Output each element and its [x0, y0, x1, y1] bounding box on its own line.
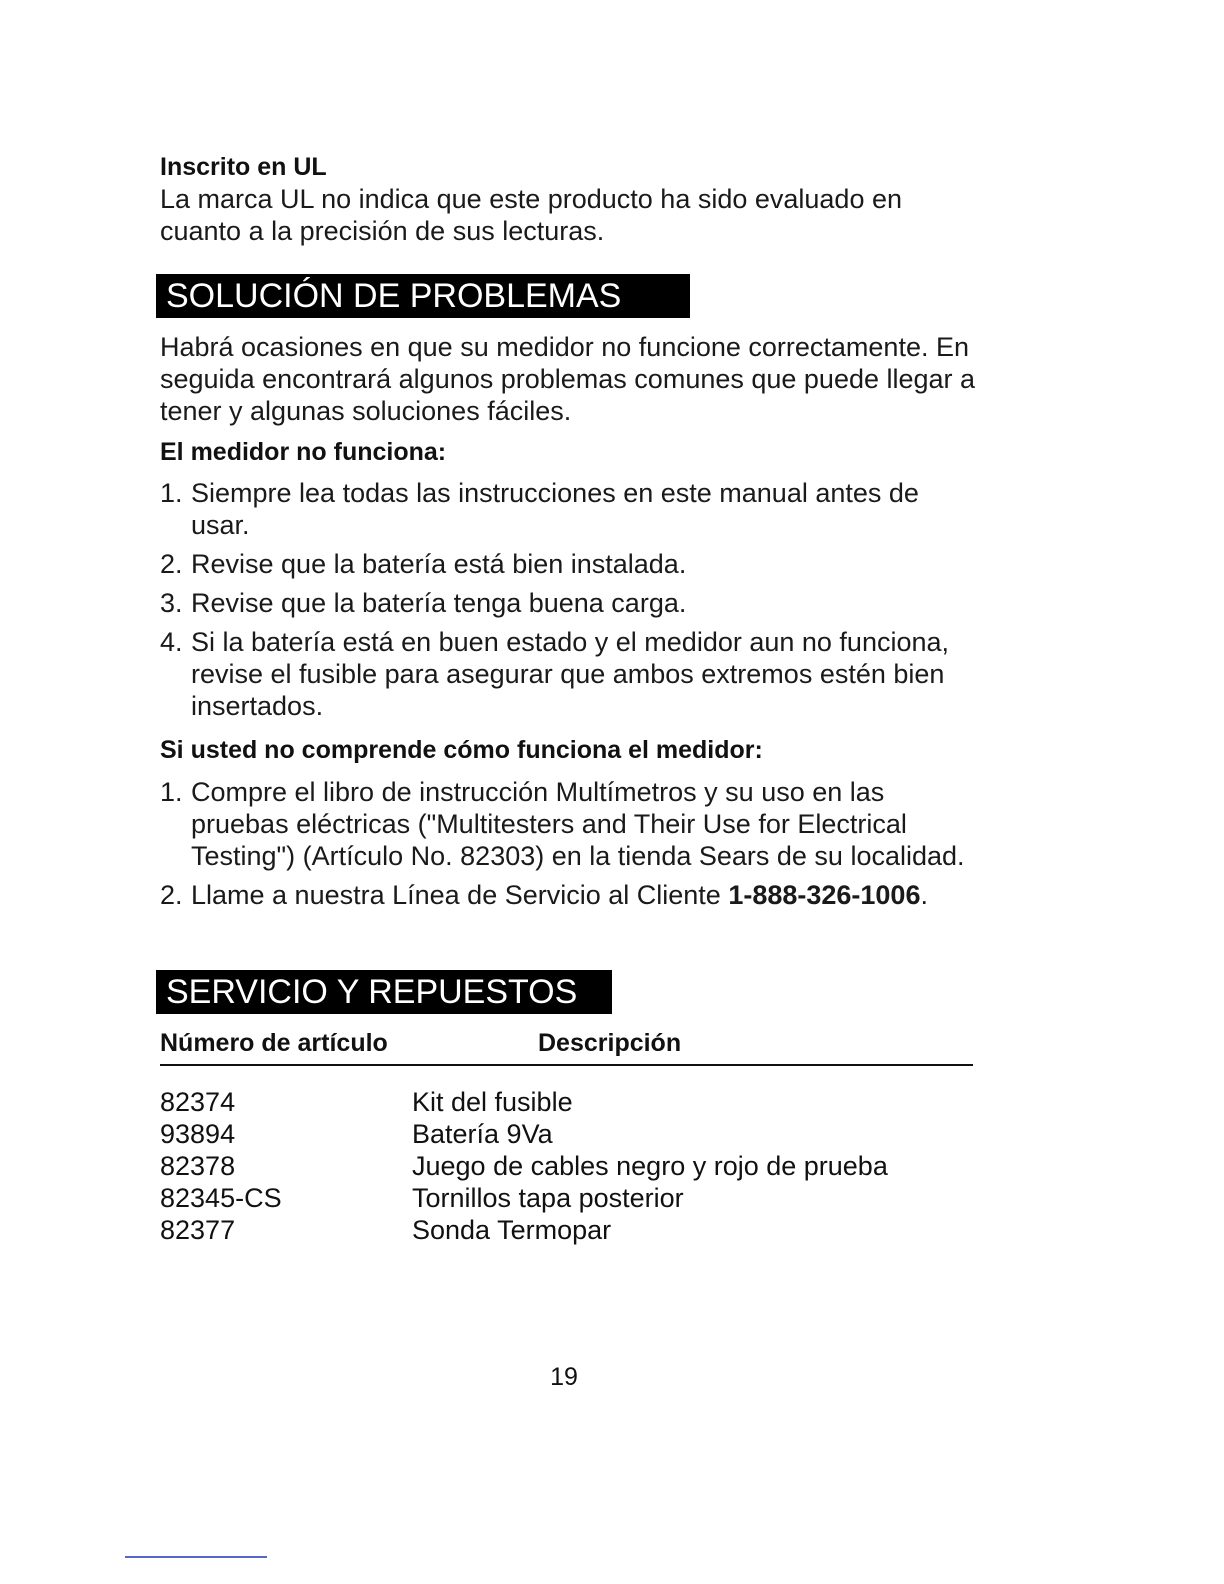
parts-table [160, 1086, 980, 1246]
how-meter-works-list [160, 776, 980, 918]
customer-service-phone: 1-888-326-1006 [728, 880, 921, 910]
table-row [160, 1182, 980, 1214]
part-number: 82374 [160, 1087, 236, 1117]
troubleshooting-banner: SOLUCIÓN DE PROBLEMAS [156, 274, 690, 318]
part-number: 82377 [160, 1215, 236, 1245]
list-item-number: 2. [160, 549, 183, 579]
ul-body-text: La marca UL no indica que este producto ha sido evaluado en cuanto a la precisión de sus lecturas. [160, 184, 902, 246]
meter-not-working-list [160, 477, 980, 729]
table-row [160, 1214, 980, 1246]
part-description: Kit del fusible [412, 1087, 573, 1117]
list-item [160, 587, 980, 619]
list-item-text: Llame a nuestra Línea de Servicio al Cliente [191, 880, 729, 910]
list-item [160, 626, 980, 722]
part-description: Batería 9Va [412, 1119, 553, 1149]
service-parts-banner: SERVICIO Y REPUESTOS [156, 970, 612, 1014]
list-item-text: Siempre lea todas las instrucciones en este manual antes de usar. [191, 478, 919, 540]
table-row [160, 1118, 980, 1150]
troubleshooting-intro: Habrá ocasiones en que su medidor no funcione correctamente. En seguida encontrará algunos problemas comunes que puede llegar a tener y algunas soluciones fáciles. [160, 332, 976, 426]
part-description: Sonda Termopar [412, 1215, 612, 1245]
list-item-text: Si la batería está en buen estado y el medidor aun no funciona, revise el fusible para asegurar que ambos extremos estén bien insertados. [191, 627, 950, 721]
part-number: 93894 [160, 1119, 236, 1149]
list-item-number: 2. [160, 880, 183, 910]
part-number: 82378 [160, 1151, 236, 1181]
list-item [160, 776, 980, 872]
list-item-number: 1. [160, 478, 183, 508]
list-item-text: Revise que la batería está bien instalada. [191, 549, 687, 579]
list-item [160, 477, 980, 541]
parts-table-header [160, 1026, 973, 1066]
page-number: 19 [550, 1363, 578, 1391]
part-number: 82345-CS [160, 1183, 282, 1213]
list-item [160, 879, 980, 911]
list-item-end: . [920, 880, 928, 910]
table-row [160, 1150, 980, 1182]
table-row [160, 1086, 980, 1118]
list-item-number: 4. [160, 627, 183, 657]
part-description: Juego de cables negro y rojo de prueba [412, 1151, 888, 1181]
how-meter-works-heading: Si usted no comprende cómo funciona el medidor: [160, 736, 763, 764]
ul-heading: Inscrito en UL [160, 153, 327, 181]
part-number-column-heading: Número de artículo [160, 1029, 388, 1057]
list-item-text: Compre el libro de instrucción Multímetros y su uso en las pruebas eléctricas ("Multitesters and Their Use for Electrical Testing") (Artículo No. 82303) en la tienda Sears de su localidad. [191, 777, 965, 871]
description-column-heading: Descripción [538, 1029, 682, 1057]
list-item-number: 3. [160, 588, 183, 618]
list-item-number: 1. [160, 777, 183, 807]
footer-divider [125, 1556, 267, 1558]
part-description: Tornillos tapa posterior [412, 1183, 684, 1213]
meter-not-working-heading: El medidor no funciona: [160, 438, 447, 466]
list-item [160, 548, 980, 580]
list-item-text: Revise que la batería tenga buena carga. [191, 588, 687, 618]
